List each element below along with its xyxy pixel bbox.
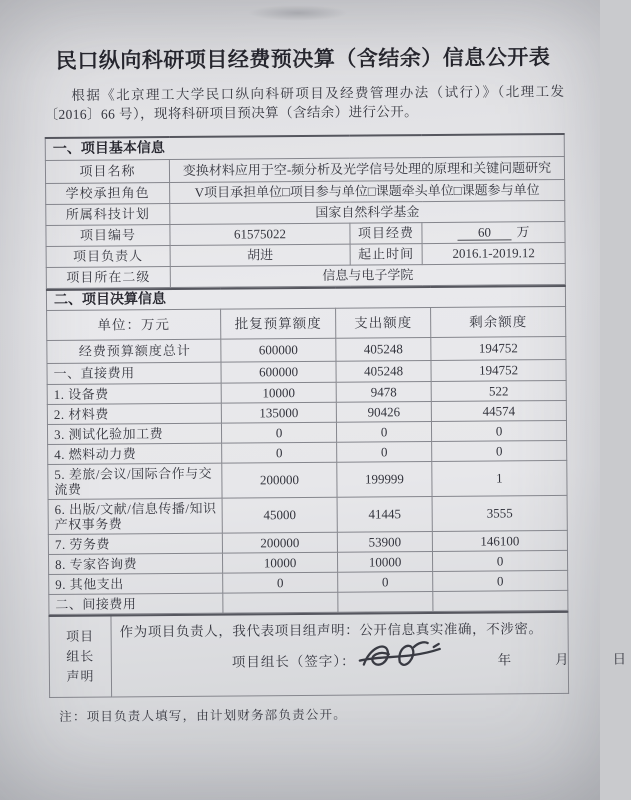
settlement-table — [46, 284, 569, 614]
row-spent: 0 — [338, 571, 433, 592]
row-label: 经费预算额度总计 — [47, 339, 221, 363]
declaration-table — [48, 610, 627, 698]
sign-label: 项目组长（签字）： — [231, 653, 356, 670]
row-label: 二、间接费用 — [49, 593, 223, 614]
row-remaining: 0 — [432, 550, 567, 571]
row-remaining: 1 — [432, 460, 567, 496]
col-header-spent: 支出额度 — [336, 307, 431, 338]
school-unit-value: 信息与电子学院 — [170, 263, 565, 287]
date-month-label: 月 — [555, 651, 569, 667]
tech-plan-label: 所属科技计划 — [46, 203, 170, 225]
project-funds-value — [422, 221, 565, 243]
page-title: 民口纵向科研项目经费预决算（含结余）信息公开表 — [55, 45, 551, 73]
row-spent: 9478 — [336, 381, 431, 402]
project-leader-label: 项目负责人 — [46, 245, 170, 267]
row-label: 9. 其他支出 — [49, 573, 223, 594]
footnote: 注：项目负责人填写，由计划财务部负责公开。 — [59, 707, 348, 724]
row-remaining: 44574 — [431, 400, 566, 421]
project-name-value: 变换材料应用于空-频分析及光学信号处理的原理和关键问题研究 — [169, 156, 564, 182]
row-approved: 0 — [221, 422, 336, 443]
row-spent: 405248 — [336, 360, 431, 382]
row-spent: 0 — [337, 441, 432, 462]
project-name-label: 项目名称 — [45, 159, 169, 183]
row-spent: 41445 — [337, 496, 432, 532]
col-header-remaining: 剩余额度 — [431, 306, 566, 337]
row-label: 8. 专家咨询费 — [48, 553, 222, 574]
date-day-label: 日 — [612, 650, 627, 667]
row-approved: 0 — [223, 572, 338, 593]
photo-shadow-smudge — [248, 5, 348, 21]
unit-header-cell: 单位：万元 — [47, 309, 221, 340]
row-label: 2. 材料费 — [47, 403, 221, 424]
signature-line — [120, 650, 627, 670]
declaration-statement: 作为项目负责人，我代表项目组声明：公开信息真实准确，不涉密。 — [119, 620, 543, 639]
period-value: 2016.1-2019.12 — [422, 242, 565, 264]
row-spent: 199999 — [337, 461, 432, 497]
row-remaining: 194752 — [431, 336, 566, 360]
row-label: 3. 测试化验加工费 — [47, 423, 221, 444]
row-spent: 53900 — [337, 531, 432, 552]
row-approved: 600000 — [221, 338, 336, 362]
row-remaining — [433, 590, 568, 611]
row-remaining: 0 — [432, 440, 567, 461]
date-fields — [454, 651, 631, 667]
funds-amount: 60 — [457, 224, 511, 240]
school-unit-label: 项目所在二级 — [46, 266, 170, 288]
declaration-label-line: 项目 — [66, 628, 95, 644]
settlement-section-title: 二、项目决算信息 — [46, 285, 565, 310]
declaration-label-line: 组长 — [66, 648, 95, 664]
row-remaining: 0 — [433, 570, 568, 591]
declaration-label — [49, 615, 112, 697]
row-spent: 10000 — [337, 551, 432, 572]
project-funds-label: 项目经费 — [350, 222, 422, 244]
settlement-row — [48, 495, 567, 534]
project-leader-value: 胡进 — [170, 244, 350, 266]
project-code-label: 项目编号 — [46, 224, 170, 246]
row-approved: 45000 — [222, 497, 337, 533]
row-approved: 135000 — [221, 402, 336, 423]
row-remaining: 522 — [431, 380, 566, 401]
row-remaining: 194752 — [431, 359, 566, 381]
tech-plan-value: 国家自然科学基金 — [170, 200, 565, 224]
col-header-approved: 批复预算额度 — [221, 308, 336, 339]
row-spent — [338, 591, 433, 612]
signature — [357, 638, 453, 675]
row-approved — [223, 592, 338, 613]
row-remaining: 146100 — [432, 530, 567, 551]
row-approved: 200000 — [222, 462, 337, 498]
paper-sheet — [38, 44, 627, 725]
row-label: 5. 差旅/会议/国际合作与交流费 — [48, 463, 222, 499]
row-label: 7. 劳务费 — [48, 533, 222, 554]
school-role-label: 学校承担角色 — [46, 182, 170, 204]
row-remaining: 3555 — [432, 495, 567, 531]
row-spent: 90426 — [336, 401, 431, 422]
row-approved: 10000 — [221, 382, 336, 403]
declaration-body — [111, 611, 627, 697]
intro-paragraph: 根据《北京理工大学民口纵向科研项目及经费管理办法（试行）》（北理工发〔2016〕66 号），现将科研项目预决算（含结余）进行公开。 — [44, 83, 565, 123]
row-label: 6. 出版/文献/信息传播/知识产权事务费 — [48, 498, 222, 534]
school-role-value: V项目承担单位□项目参与单位□课题牵头单位□课题参与单位 — [170, 179, 565, 203]
row-approved: 200000 — [222, 532, 337, 553]
row-approved: 0 — [222, 442, 337, 463]
funds-unit: 万 — [516, 223, 530, 239]
basic-info-section-title: 一、项目基本信息 — [45, 134, 564, 160]
row-spent: 0 — [336, 421, 431, 442]
row-approved: 600000 — [221, 361, 336, 383]
row-label: 1. 设备费 — [47, 383, 221, 404]
basic-info-table — [45, 133, 566, 289]
row-label: 4. 燃料动力费 — [48, 443, 222, 464]
declaration-row — [49, 611, 569, 697]
settlement-row — [48, 460, 567, 499]
row-spent: 405248 — [336, 337, 431, 361]
row-remaining: 0 — [431, 420, 566, 441]
project-code-value: 61575022 — [170, 223, 350, 245]
row-label: 一、直接费用 — [47, 362, 221, 384]
declaration-label-line: 声明 — [66, 668, 95, 684]
row-approved: 10000 — [222, 552, 337, 573]
date-year-label: 年 — [497, 651, 512, 667]
settlement-header-row — [47, 306, 566, 340]
period-label: 起止时间 — [350, 243, 422, 265]
